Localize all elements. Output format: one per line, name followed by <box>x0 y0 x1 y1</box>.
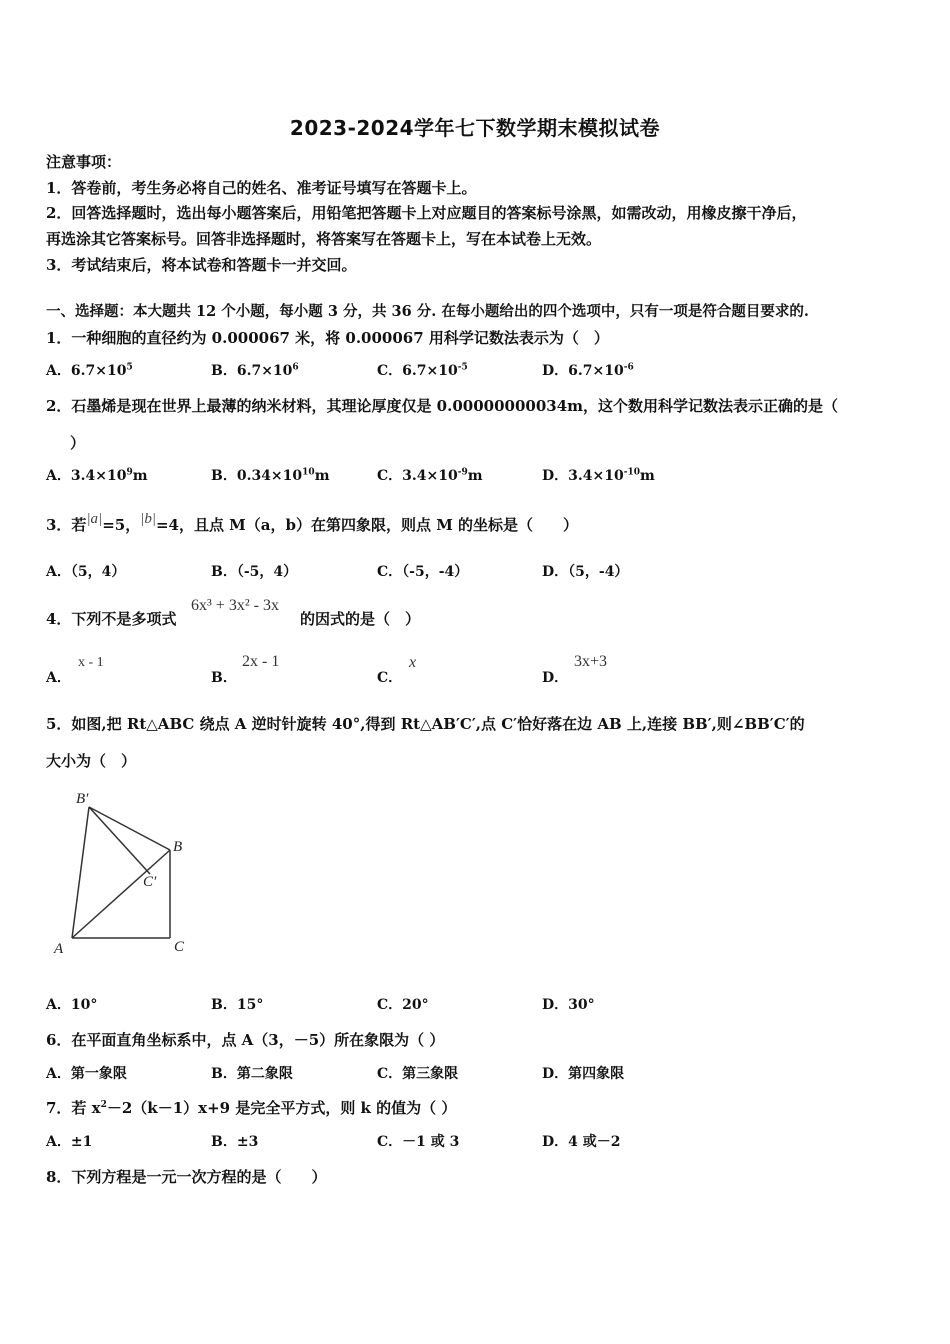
q4-option-a-math: x - 1 <box>78 655 104 670</box>
segment-bprime-cprime <box>89 807 150 874</box>
q1-option-a: A．$6.7\times 10^5$ <box>46 362 133 379</box>
q7-option-b: B．±3 <box>211 1134 259 1150</box>
q6-option-c: C．第三象限 <box>377 1066 459 1082</box>
q7-option-d: D．4 或－2 <box>542 1134 621 1150</box>
q4-stem-suffix: 的因式的是（ ） <box>300 610 421 628</box>
q4-stem-prefix: 4．下列不是多项式 <box>46 610 177 628</box>
q7-stem: 7．若 $x^2-2(k-1)x+9$ 是完全平方式，则 k 的值为（ ） <box>46 1099 457 1117</box>
q2-option-b: B．$0.34\times 10^{10}m$ <box>211 467 330 484</box>
q6-option-a: A．第一象限 <box>46 1066 127 1082</box>
page-title: 2023-2024学年七下数学期末模拟试卷 <box>289 116 661 140</box>
q4-option-b-math: 2x - 1 <box>242 653 280 670</box>
abs-b-expression: |b| <box>140 511 156 527</box>
q2-option-d: D．$3.4\times 10^{-10}m$ <box>542 467 655 484</box>
q5-triangle-figure <box>50 785 200 960</box>
section-heading: 一、选择题：本大题共 12 个小题，每小题 3 分，共 36 分. 在每小题给出的四个选项中，只有一项是符合题目要求的. <box>46 303 809 320</box>
q6-option-b: B．第二象限 <box>211 1066 293 1082</box>
segment-a-bprime <box>72 807 89 938</box>
notice-item-3: 3．考试结束后，将本试卷和答题卡一并交回。 <box>46 256 357 274</box>
q5-triangle-svg <box>50 785 200 960</box>
q5-stem-line-2: 大小为（ ） <box>46 752 137 770</box>
q4-option-d-math: 3x+3 <box>574 653 608 670</box>
notice-item-2-line-2: 再选涂其它答案标号。回答非选择题时，将答案写在答题卡上，写在本试卷上无效。 <box>46 230 602 248</box>
q4-option-c-math: x <box>409 654 417 671</box>
q2-stem-continued: ） <box>70 434 86 452</box>
notice-heading: 注意事项： <box>46 153 122 171</box>
label-b-prime: B′ <box>76 791 89 807</box>
abs-a-expression: |a| <box>86 511 103 527</box>
q5-stem-line-1: 5．如图,把 Rt△ABC 绕点 A 逆时针旋转 40°,得到 Rt△AB′C′,点 C′恰好落在边 AB 上,连接 BB′,则∠BB′C′的 <box>46 715 805 733</box>
q1-option-b: B．$6.7\times 10^6$ <box>211 362 299 379</box>
q3-option-d: D．（5，-4） <box>542 564 629 580</box>
q4-option-a-label: A． <box>46 670 71 686</box>
q3-option-b: B．（-5，4） <box>211 564 298 580</box>
q8-stem: 8．下列方程是一元一次方程的是（ ） <box>46 1168 327 1186</box>
q4-polynomial: 6x³ + 3x² - 3x <box>191 597 279 614</box>
label-b: B <box>173 839 183 855</box>
q4-option-c-label: C． <box>377 670 403 686</box>
label-c: C <box>174 939 185 955</box>
notice-item-1: 1．答卷前，考生务必将自己的姓名、准考证号填写在答题卡上。 <box>46 179 477 197</box>
q7-option-c: C．－1 或 3 <box>377 1134 460 1150</box>
notice-item-2-line-1: 2．回答选择题时，选出每小题答案后，用铅笔把答题卡上对应题目的答案标号涂黑，如需改动，用橡皮擦干净后， <box>46 204 807 222</box>
q3-option-a: A．（5，4） <box>46 564 126 580</box>
q6-stem: 6．在平面直角坐标系中，点 A（3，－5）所在象限为（ ） <box>46 1031 445 1049</box>
label-c-prime: C′ <box>143 874 157 890</box>
q6-option-d: D．第四象限 <box>542 1066 625 1082</box>
q1-option-d: D．$6.7\times 10^{-6}$ <box>542 362 634 379</box>
q4-option-d-label: D． <box>542 670 569 686</box>
q4-option-b-label: B． <box>211 670 237 686</box>
q5-option-d: D．30° <box>542 997 595 1013</box>
q5-option-c: C．20° <box>377 997 429 1013</box>
segment-a-b <box>72 850 170 938</box>
q1-stem: 1．一种细胞的直径约为 0.000067 米，将 0.000067 用科学记数法表示为（ ） <box>46 329 609 347</box>
q7-option-a: A．±1 <box>46 1134 93 1150</box>
q3-stem: 3．若|a|=5，|b|=4，且点 M（a，b）在第四象限，则点 M 的坐标是（ ） <box>46 511 579 534</box>
label-a: A <box>54 941 64 957</box>
q2-option-c: C．$3.4\times 10^{-9}m$ <box>377 467 483 484</box>
q2-stem: 2．石墨烯是现在世界上最薄的纳米材料，其理论厚度仅是 0.00000000034m，这个数用科学记数法表示正确的是（ <box>46 397 839 415</box>
q5-option-a: A．10° <box>46 997 98 1013</box>
q2-option-a: A．$3.4\times 10^9m$ <box>46 467 148 484</box>
q1-option-c: C．$6.7\times 10^{-5}$ <box>377 362 468 379</box>
q3-option-c: C．（-5，-4） <box>377 564 469 580</box>
segment-bprime-b <box>89 807 170 850</box>
q5-option-b: B．15° <box>211 997 264 1013</box>
